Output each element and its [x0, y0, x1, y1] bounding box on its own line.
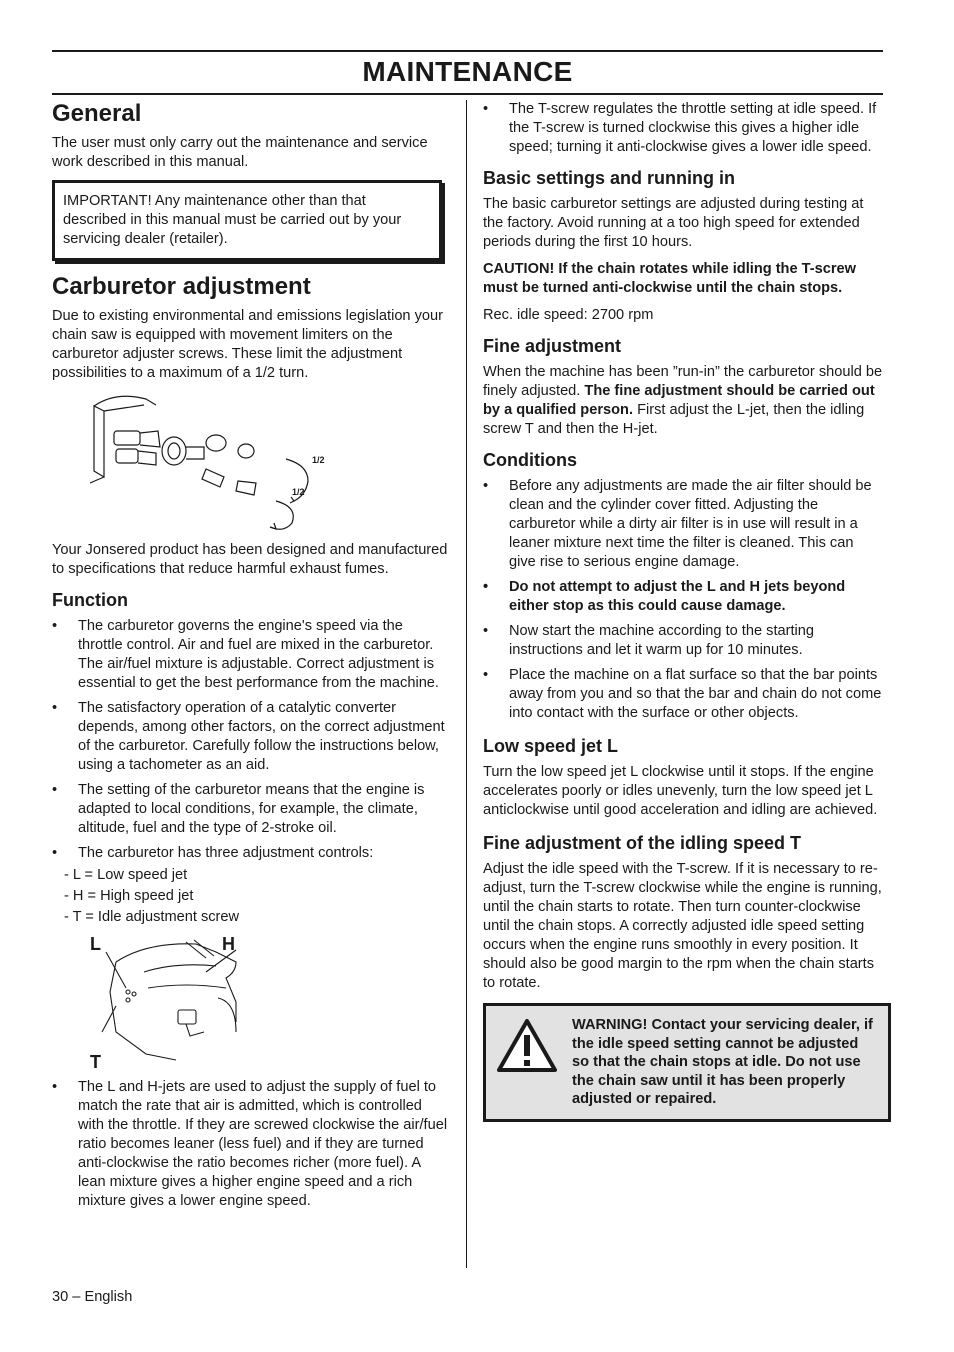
carburetor-text: Due to existing environmental and emissions legislation your chain saw is equipped with movement limiters on the carburetor adjuster screws. These limit the adjustment possibilities to a maximum of a 1/2 turn. — [52, 308, 443, 381]
function-bullet: • The carburetor has three adjustment controls: — [52, 844, 450, 863]
control-l: - L = Low speed jet — [64, 867, 188, 883]
function-heading: Function — [52, 590, 128, 610]
header-top-rule — [52, 50, 883, 52]
important-notice-box — [52, 180, 442, 261]
carburetor-limiter-figure — [86, 391, 326, 531]
fine-text-1: When the machine has been ”run-in” the carburetor should be finely adjusted. — [483, 364, 883, 399]
fig2-label-l: L — [90, 934, 101, 954]
jets-bullet: • The L and H-jets are used to adjust the supply of fuel to match the rate that air is admitted, which is controlled with the throttle. If they are screwed clockwise the air/fuel ratio becomes leaner (less fuel) and if they are turned anti-clockwise the ratio becomes richer (more fuel). A lean mixture gives a higher engine speed and a rich mixture gives a lower engine speed. — [52, 1078, 450, 1211]
fig2-label-t: T — [90, 1052, 101, 1072]
function-bullet: • The setting of the carburetor means that the engine is adapted to local conditions, for example, the climate, altitude, fuel and the type of 2-stroke oil. — [52, 781, 450, 838]
condition-item: • Before any adjustments are made the air filter should be clean and the cylinder cover fitted. Adjusting the carburetor while a dirty air filter is in use will result in a leaner mixture next time the filter is cleaned. This can give rise to serious engine damage. — [483, 477, 883, 572]
adjustment-controls-figure — [86, 932, 276, 1072]
warning-box — [483, 1003, 891, 1122]
fig1-label-top: 1/2 — [312, 455, 325, 465]
carburetor-heading: Carburetor adjustment — [52, 273, 311, 300]
low-speed-jet-heading: Low speed jet L — [483, 736, 619, 756]
page-title: MAINTENANCE — [362, 56, 573, 87]
warning-triangle-icon — [496, 1018, 558, 1074]
fine-text-bold: The fine adjustment should be carried out by a qualified person. — [483, 383, 875, 418]
fig2-label-h: H — [222, 934, 235, 954]
jonsered-text: Your Jonsered product has been designed and manufactured to specifications that reduce harmful exhaust fumes. — [52, 542, 448, 577]
condition-item: • Place the machine on a flat surface so that the bar points away from you and so that the bar and chain do not come into contact with the surface or other objects. — [483, 666, 883, 723]
general-heading: General — [52, 100, 142, 127]
idle-speed-text: Adjust the idle speed with the T-screw. If it is necessary to re-adjust, turn the T-screw clockwise while the engine is running, until the chain starts to rotate. Then turn counter-clockwise until the chain stops. A correctly adjusted idle speed setting occurs when the engine runs smoothly in every position. It should also be good margin to the rpm when the chain starts to rotate. — [483, 861, 882, 991]
page-footer: 30 – English — [52, 1289, 133, 1305]
general-text: The user must only carry out the maintenance and service work described in this manual. — [52, 135, 428, 170]
column-divider — [466, 100, 467, 1268]
fine-text-2: First adjust the L-jet, then the idling screw T and then the H-jet. — [483, 402, 865, 437]
condition-item: • Now start the machine according to the starting instructions and let it warm up for 10 minutes. — [483, 622, 883, 660]
conditions-heading: Conditions — [483, 450, 577, 470]
idle-speed-heading: Fine adjustment of the idling speed T — [483, 833, 802, 853]
rec-idle-speed: Rec. idle speed: 2700 rpm — [483, 307, 654, 323]
left-column — [52, 100, 450, 1217]
warning-text: WARNING! Contact your servicing dealer, if the idle speed setting cannot be adjusted so that the chain stops at idle. Do not use the chain saw until it has been properly adjusted or repaired. — [572, 1017, 873, 1107]
header-bottom-rule — [52, 93, 883, 95]
condition-item: • Do not attempt to adjust the L and H jets beyond either stop as this could cause damage. — [483, 578, 883, 616]
basic-settings-text: The basic carburetor settings are adjusted during testing at the factory. Avoid running at a too high speed for extended periods during the first 10 hours. — [483, 196, 864, 250]
function-bullet: • The carburetor governs the engine's speed via the throttle control. Air and fuel are mixed in the carburetor. The air/fuel mixture is adjustable. Correct adjustment is essential to get the best performance from the machine. — [52, 617, 450, 693]
tscrew-bullet: • The T-screw regulates the throttle setting at idle speed. If the T-screw is turned clockwise this gives a higher idle speed; turning it anti-clockwise gives a lower idle speed. — [483, 100, 883, 157]
important-text: IMPORTANT! Any maintenance other than that described in this manual must be carried out by your servicing dealer (retailer). — [63, 193, 402, 247]
fine-adjustment-heading: Fine adjustment — [483, 336, 622, 356]
control-t: - T = Idle adjustment screw — [64, 909, 240, 925]
fig1-label-bottom: 1/2 — [292, 487, 305, 497]
caution-text: CAUTION! If the chain rotates while idling the T-screw must be turned anti-clockwise until the chain stops. — [483, 261, 856, 296]
low-speed-jet-text: Turn the low speed jet L clockwise until it stops. If the engine accelerates poorly or idles unevenly, turn the low speed jet L anticlockwise until good acceleration and idling are achieved. — [483, 764, 878, 818]
control-h: - H = High speed jet — [64, 888, 194, 904]
conditions-list — [483, 477, 883, 723]
basic-settings-heading: Basic settings and running in — [483, 168, 736, 188]
function-list — [52, 617, 450, 863]
jets-list — [52, 1078, 450, 1211]
fine-adjustment-text — [483, 363, 883, 439]
right-column — [483, 100, 883, 1122]
tscrew-list — [483, 100, 883, 157]
function-bullet: • The satisfactory operation of a catalytic converter depends, among other factors, on the correct adjustment of the carburetor. Carefully follow the instructions below, using a tachometer as an aid. — [52, 699, 450, 775]
